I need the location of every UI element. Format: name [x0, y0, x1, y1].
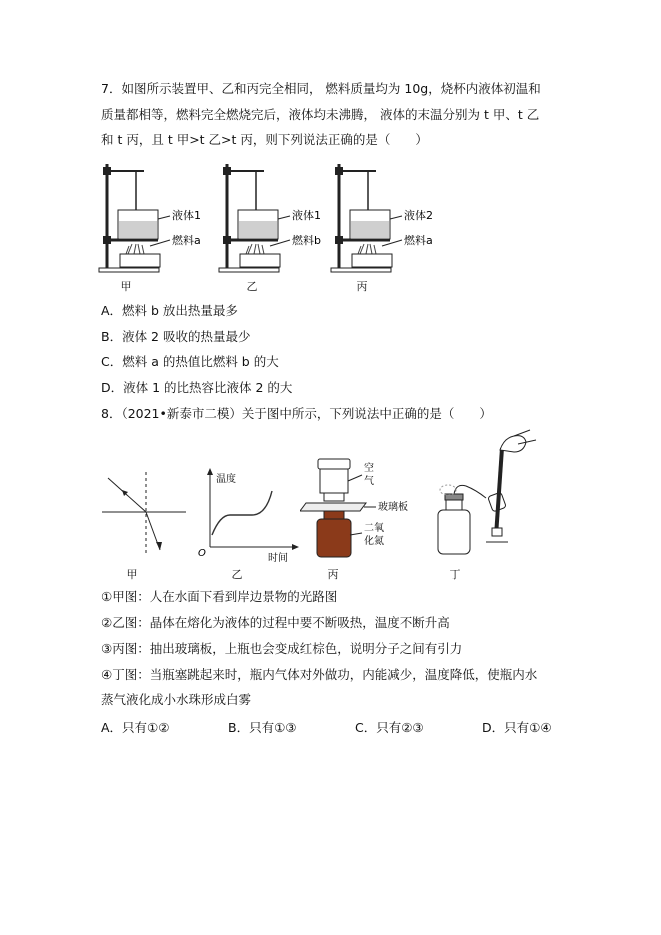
q7-stem-line-2: 质量都相等，燃料完全燃烧完后，液体均未沸腾， 液体的末温分别为 t 甲、t 乙 [101, 107, 540, 122]
q8-statement-4-cont: 蒸气液化成小水珠形成白雾 [101, 692, 252, 707]
q8-caption-ding: 丁 [449, 568, 461, 581]
q8-caption-bing: 丙 [327, 568, 339, 581]
q8-yi-xlabel: 时间 [268, 553, 288, 564]
q8-option-a: A．只有①② [101, 720, 170, 735]
q8-statement-2: ②乙图：晶体在熔化为液体的过程中要不断吸热，温度不断升高 [101, 615, 450, 630]
q8-bing-plate-label: 玻璃板 [378, 502, 408, 513]
q7-bing-fuel-label: 燃料a [404, 234, 433, 247]
q7-caption-bing: 丙 [356, 280, 368, 293]
q8-bing-bottom-label: 二氧化氮 [364, 523, 384, 547]
q7-option-c: C．燃料 a 的热值比燃料 b 的大 [101, 354, 279, 369]
q8-statement-1: ①甲图：人在水面下看到岸边景物的光路图 [101, 589, 338, 604]
q8-figure-bing-diffusion [300, 455, 410, 565]
q8-caption-jia: 甲 [126, 568, 138, 581]
q7-option-b: B．液体 2 吸收的热量最少 [101, 329, 251, 344]
q7-stem-line-1: 7．如图所示装置甲、乙和丙完全相同， 燃料质量均为 10g，烧杯内液体初温和 [101, 81, 541, 96]
q8-option-c: C．只有②③ [355, 720, 424, 735]
q7-yi-liquid-label: 液体1 [292, 209, 321, 222]
q8-statement-4: ④丁图：当瓶塞跳起来时，瓶内气体对外做功，内能减少，温度降低，使瓶内水 [101, 667, 538, 682]
q7-yi-fuel-label: 燃料b [292, 234, 321, 247]
q8-option-d: D．只有①④ [482, 720, 552, 735]
q7-option-a: A．燃料 b 放出热量最多 [101, 303, 238, 318]
q7-caption-jia: 甲 [120, 280, 132, 293]
q7-stem-line-3: 和 t 丙，且 t 甲>t 乙>t 丙，则下列说法正确的是（ ） [101, 132, 428, 147]
q8-figure-yi-graph [196, 465, 300, 565]
q7-apparatus-jia [96, 158, 226, 274]
q8-statement-3: ③丙图：抽出玻璃板，上瓶也会变成红棕色，说明分子之间有引力 [101, 641, 463, 656]
q8-bing-top-label: 空气 [364, 463, 374, 487]
q7-caption-yi: 乙 [246, 280, 258, 293]
q7-option-d: D．液体 1 的比热容比液体 2 的大 [101, 380, 293, 395]
q8-yi-ylabel: 温度 [216, 474, 236, 485]
q8-yi-origin: O [198, 548, 206, 559]
q8-figure-ding-bottle-pump [430, 428, 540, 563]
q8-caption-yi: 乙 [231, 568, 243, 581]
q7-jia-liquid-label: 液体1 [172, 209, 201, 222]
q7-apparatus-yi [216, 158, 346, 274]
q8-figure-jia-refraction [100, 470, 190, 560]
q7-jia-fuel-label: 燃料a [172, 234, 201, 247]
q7-bing-liquid-label: 液体2 [404, 209, 433, 222]
q7-apparatus-bing [328, 158, 458, 274]
q8-option-b: B．只有①③ [228, 720, 297, 735]
q8-stem: 8．（2021•新泰市二模）关于图中所示，下列说法中正确的是（ ） [101, 406, 492, 421]
